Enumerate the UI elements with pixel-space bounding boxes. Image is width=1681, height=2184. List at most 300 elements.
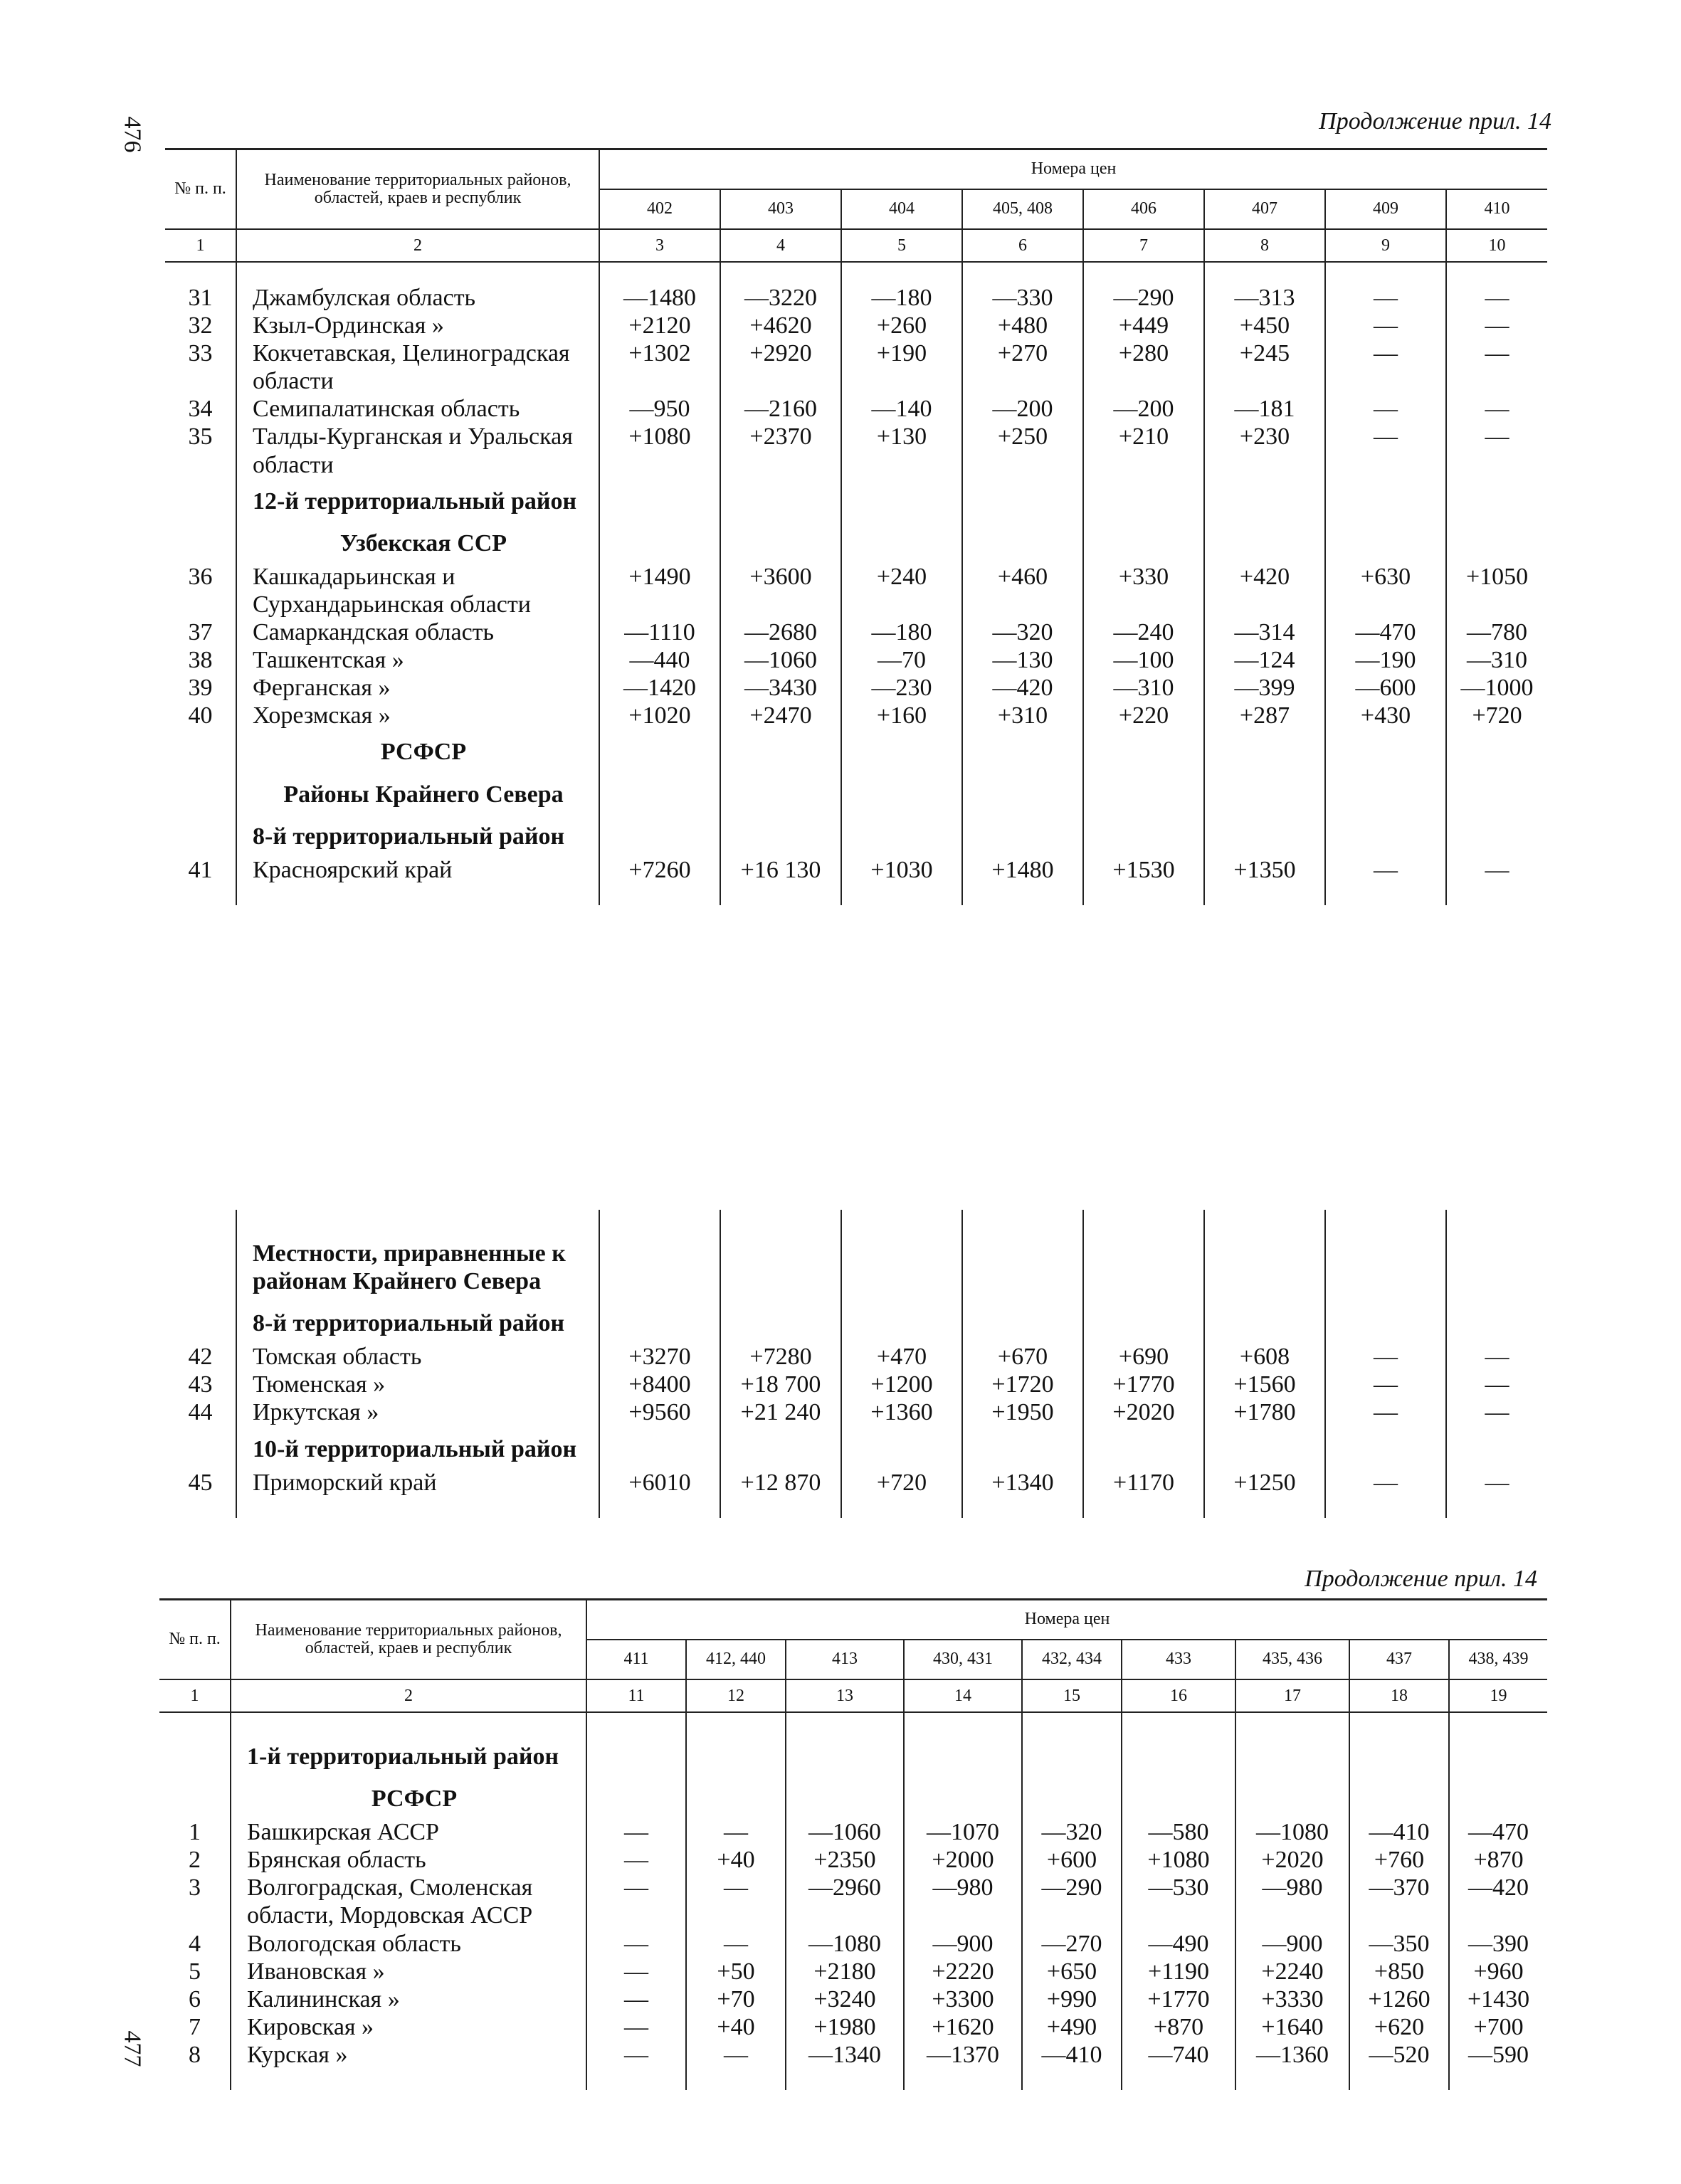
price-cell: +870 — [1122, 2013, 1235, 2041]
row-number: 32 — [188, 312, 213, 339]
price-cell: +1170 — [1083, 1469, 1204, 1497]
price-cell — [1022, 1734, 1122, 1776]
price-column-header: 402 — [599, 189, 720, 229]
price-cell: +40 — [686, 1846, 786, 1874]
price-cell: +720 — [841, 1469, 962, 1497]
price-cell — [586, 1734, 686, 1776]
column-number: 1 — [159, 1679, 231, 1712]
price-cell: — — [1325, 339, 1446, 395]
price-cell — [904, 1734, 1022, 1776]
price-cell — [962, 814, 1083, 856]
spacer-cell — [841, 1210, 962, 1231]
row-number — [165, 521, 236, 563]
spacer-cell — [1083, 1210, 1204, 1231]
price-cell: +1640 — [1235, 2013, 1349, 2041]
price-cell: +310 — [962, 702, 1083, 729]
price-cell: —2160 — [720, 395, 841, 423]
price-cell: — — [1325, 1343, 1446, 1371]
price-cell: +70 — [686, 1985, 786, 2013]
price-cell — [1446, 814, 1547, 856]
column-number: 8 — [1204, 229, 1325, 262]
price-cell — [1204, 1231, 1325, 1301]
spacer-cell — [1325, 262, 1446, 284]
table-row — [165, 423, 1547, 478]
price-cell — [686, 1734, 786, 1776]
price-cell — [841, 814, 962, 856]
section-row — [159, 1734, 1547, 1776]
table-row — [159, 1958, 1547, 1985]
spacer-cell — [236, 884, 599, 905]
price-cell: —580 — [1122, 1818, 1235, 1846]
table-row — [165, 618, 1547, 646]
price-cell: +620 — [1349, 2013, 1449, 2041]
column-number: 17 — [1235, 1679, 1349, 1712]
price-cell — [599, 1231, 720, 1301]
price-cell: +1200 — [841, 1371, 962, 1398]
price-cell: —600 — [1325, 674, 1446, 702]
price-cell — [720, 1301, 841, 1343]
price-cell — [720, 814, 841, 856]
spacer-cell — [786, 2069, 904, 2090]
price-column-header: 432, 434 — [1022, 1640, 1122, 1679]
region-name: Приморский край — [236, 1469, 599, 1497]
price-cell: — — [1446, 284, 1547, 312]
row-number: 1 — [189, 1819, 201, 1846]
spacer-cell — [962, 262, 1083, 284]
row-number: 31 — [188, 285, 213, 311]
price-cell: +670 — [962, 1343, 1083, 1371]
price-cell: +700 — [1449, 2013, 1547, 2041]
price-cell — [1083, 1301, 1204, 1343]
spacer-cell — [841, 884, 962, 905]
price-table-1-continued — [165, 1210, 1547, 1518]
price-cell — [599, 1427, 720, 1469]
name-header-2: Наименование территориальных районов, областей, краев и республик — [231, 1600, 586, 1680]
column-number: 6 — [962, 229, 1083, 262]
price-cell: —330 — [962, 284, 1083, 312]
row-number — [165, 772, 236, 814]
table-row — [159, 1846, 1547, 1874]
spacer-cell — [1083, 1497, 1204, 1518]
price-cell: —124 — [1204, 646, 1325, 674]
price-cell — [1204, 814, 1325, 856]
spacer-cell — [165, 884, 236, 905]
num-header-2: № п. п. — [169, 1630, 221, 1649]
price-cell: +50 — [686, 1958, 786, 1985]
price-cell: —200 — [1083, 395, 1204, 423]
price-cell: — — [1325, 284, 1446, 312]
table-row — [159, 1930, 1547, 1958]
continuation-top: Продолжение прил. 14 — [1319, 108, 1551, 134]
row-number: 40 — [188, 702, 213, 729]
price-cell: +240 — [841, 563, 962, 618]
price-cell: +7280 — [720, 1343, 841, 1371]
column-number: 11 — [586, 1679, 686, 1712]
price-cell: — — [586, 1846, 686, 1874]
price-cell: +2470 — [720, 702, 841, 729]
price-cell: +220 — [1083, 702, 1204, 729]
price-cell — [1122, 1734, 1235, 1776]
price-cell — [686, 1776, 786, 1818]
price-cell: —314 — [1204, 618, 1325, 646]
price-cell: — — [586, 1958, 686, 1985]
price-cell: — — [1446, 1371, 1547, 1398]
price-cell: +1780 — [1204, 1398, 1325, 1426]
price-cell: +1950 — [962, 1398, 1083, 1426]
price-cell: — — [686, 2041, 786, 2069]
price-cell: —100 — [1083, 646, 1204, 674]
price-cell — [1446, 1301, 1547, 1343]
price-cell — [786, 1776, 904, 1818]
price-cell — [1083, 1427, 1204, 1469]
spacer-cell — [165, 1497, 236, 1518]
price-cell: —420 — [1449, 1874, 1547, 1929]
price-cell: +850 — [1349, 1958, 1449, 1985]
price-cell: —313 — [1204, 284, 1325, 312]
price-cell — [841, 1231, 962, 1301]
region-name: Самаркандская область — [236, 618, 599, 646]
price-cell: —410 — [1349, 1818, 1449, 1846]
price-cell: — — [586, 1985, 686, 2013]
price-cell: +130 — [841, 423, 962, 478]
price-cell — [599, 479, 720, 521]
section-title: РСФСР — [231, 1776, 586, 1818]
price-cell: +608 — [1204, 1343, 1325, 1371]
price-cell: +1490 — [599, 563, 720, 618]
price-cell — [1122, 1776, 1235, 1818]
price-cell: +760 — [1349, 1846, 1449, 1874]
price-cell — [1204, 1301, 1325, 1343]
price-cell: +1980 — [786, 2013, 904, 2041]
price-column-header: 433 — [1122, 1640, 1235, 1679]
price-cell — [841, 1427, 962, 1469]
spacer-cell — [962, 1497, 1083, 1518]
price-cell: — — [1446, 1398, 1547, 1426]
price-cell: +12 870 — [720, 1469, 841, 1497]
price-cell — [599, 729, 720, 771]
spacer-cell — [904, 1712, 1022, 1734]
price-cell: +3270 — [599, 1343, 720, 1371]
price-cell: —290 — [1022, 1874, 1122, 1929]
row-number: 43 — [188, 1371, 213, 1398]
price-cell: +1770 — [1122, 1985, 1235, 2013]
row-number: 8 — [189, 2041, 201, 2068]
row-number — [159, 1734, 231, 1776]
section-row — [165, 521, 1547, 563]
region-name: Томская область — [236, 1343, 599, 1371]
price-cell — [720, 772, 841, 814]
price-cell — [841, 479, 962, 521]
price-table-1 — [165, 148, 1547, 905]
price-cell: +9560 — [599, 1398, 720, 1426]
spacer-cell — [841, 262, 962, 284]
price-cell: —1370 — [904, 2041, 1022, 2069]
price-cell: +3330 — [1235, 1985, 1349, 2013]
price-cell: +1480 — [962, 856, 1083, 884]
price-cell: +1020 — [599, 702, 720, 729]
region-name: Тюменская » — [236, 1371, 599, 1398]
section-title: Районы Крайнего Севера — [236, 772, 599, 814]
price-column-header: 407 — [1204, 189, 1325, 229]
price-cell: — — [1446, 1343, 1547, 1371]
row-number: 3 — [189, 1874, 201, 1901]
price-cell — [841, 1301, 962, 1343]
column-number: 2 — [236, 229, 599, 262]
spacer-cell — [1204, 884, 1325, 905]
region-name: Ферганская » — [236, 674, 599, 702]
price-cell: —3430 — [720, 674, 841, 702]
price-cell: +3240 — [786, 1985, 904, 2013]
price-cell: —140 — [841, 395, 962, 423]
row-number: 34 — [188, 396, 213, 423]
section-title: РСФСР — [236, 729, 599, 771]
price-cell: +2350 — [786, 1846, 904, 1874]
spacer-cell — [236, 1210, 599, 1231]
price-column-header: 403 — [720, 189, 841, 229]
price-cell: +480 — [962, 312, 1083, 339]
column-number: 9 — [1325, 229, 1446, 262]
price-cell: —2680 — [720, 618, 841, 646]
section-row — [165, 1301, 1547, 1343]
column-number: 10 — [1446, 229, 1547, 262]
price-column-header: 410 — [1446, 189, 1547, 229]
price-cell: — — [586, 2041, 686, 2069]
price-cell — [786, 1734, 904, 1776]
price-column-header: 412, 440 — [686, 1640, 786, 1679]
column-number: 7 — [1083, 229, 1204, 262]
price-cell: — — [1446, 1469, 1547, 1497]
region-name: Ивановская » — [231, 1958, 586, 1985]
price-cell — [841, 521, 962, 563]
section-row — [165, 479, 1547, 521]
price-cell: +600 — [1022, 1846, 1122, 1874]
price-column-header: 404 — [841, 189, 962, 229]
row-number: 44 — [188, 1399, 213, 1426]
price-column-header: 405, 408 — [962, 189, 1083, 229]
price-cell: +3600 — [720, 563, 841, 618]
price-cell: — — [1446, 856, 1547, 884]
row-number: 39 — [188, 675, 213, 702]
spacer-cell — [786, 1712, 904, 1734]
spacer-cell — [720, 884, 841, 905]
price-cell — [1204, 729, 1325, 771]
spacer-cell — [1325, 884, 1446, 905]
spacer-cell — [1446, 884, 1547, 905]
price-cell: — — [686, 1818, 786, 1846]
price-cell: —1340 — [786, 2041, 904, 2069]
price-cell: — — [1446, 395, 1547, 423]
spacer-cell — [1446, 1497, 1547, 1518]
spacer-cell — [1083, 262, 1204, 284]
column-number: 4 — [720, 229, 841, 262]
price-cell: —900 — [904, 1930, 1022, 1958]
price-cell — [720, 1427, 841, 1469]
price-cell: +1620 — [904, 2013, 1022, 2041]
price-cell: +1050 — [1446, 563, 1547, 618]
price-cell — [1449, 1776, 1547, 1818]
region-name: Иркутская » — [236, 1398, 599, 1426]
row-number: 2 — [189, 1847, 201, 1874]
price-cell: +720 — [1446, 702, 1547, 729]
price-cell — [841, 729, 962, 771]
spacer-cell — [586, 2069, 686, 2090]
price-cell: +6010 — [599, 1469, 720, 1497]
price-cell: —1080 — [786, 1930, 904, 1958]
column-number: 14 — [904, 1679, 1022, 1712]
price-cell: — — [1325, 1469, 1446, 1497]
price-cell: —590 — [1449, 2041, 1547, 2069]
price-cell: +1260 — [1349, 1985, 1449, 2013]
section-row — [165, 1231, 1547, 1301]
row-number: 33 — [188, 340, 213, 367]
price-cell: +430 — [1325, 702, 1446, 729]
price-cell: —2960 — [786, 1874, 904, 1929]
price-cell: +280 — [1083, 339, 1204, 395]
spacer-cell — [586, 1712, 686, 1734]
section-title: 10-й территориальный район — [236, 1427, 599, 1469]
price-cell: +1030 — [841, 856, 962, 884]
price-cell — [1446, 729, 1547, 771]
price-cell — [1235, 1734, 1349, 1776]
price-cell — [1083, 729, 1204, 771]
row-number — [159, 1776, 231, 1818]
price-cell: — — [1446, 312, 1547, 339]
price-cell: +1530 — [1083, 856, 1204, 884]
price-cell — [1446, 1231, 1547, 1301]
price-cell: +420 — [1204, 563, 1325, 618]
price-cell: +8400 — [599, 1371, 720, 1398]
price-cell — [1083, 814, 1204, 856]
continuation-bottom: Продолжение прил. 14 — [1305, 1566, 1537, 1592]
page-number-top: 476 — [119, 116, 146, 153]
section-title: Местности, приравненные к районам Крайнего Севера — [236, 1231, 599, 1301]
price-cell: —1060 — [786, 1818, 904, 1846]
price-cell: — — [1325, 856, 1446, 884]
price-column-header: 430, 431 — [904, 1640, 1022, 1679]
table-row — [159, 1818, 1547, 1846]
table-row — [165, 284, 1547, 312]
spacer-cell — [1083, 884, 1204, 905]
price-cell — [720, 479, 841, 521]
table-row — [165, 1371, 1547, 1398]
price-cell — [1022, 1776, 1122, 1818]
price-cell: —1000 — [1446, 674, 1547, 702]
spacer-cell — [1204, 1497, 1325, 1518]
spacer-cell — [599, 884, 720, 905]
spacer-cell — [1204, 262, 1325, 284]
price-cell: +1360 — [841, 1398, 962, 1426]
price-cell: +630 — [1325, 563, 1446, 618]
price-cell — [720, 729, 841, 771]
price-cell — [1446, 521, 1547, 563]
price-cell: —310 — [1083, 674, 1204, 702]
price-cell: — — [586, 2013, 686, 2041]
spacer-cell — [720, 1497, 841, 1518]
price-cell: —320 — [962, 618, 1083, 646]
price-cell: +2020 — [1083, 1398, 1204, 1426]
price-cell: +190 — [841, 339, 962, 395]
row-number — [165, 1301, 236, 1343]
price-cell: —490 — [1122, 1930, 1235, 1958]
price-cell: +1560 — [1204, 1371, 1325, 1398]
price-cell: +1350 — [1204, 856, 1325, 884]
price-cell — [720, 521, 841, 563]
region-name: Вологодская область — [231, 1930, 586, 1958]
price-cell — [1325, 772, 1446, 814]
price-cell: —200 — [962, 395, 1083, 423]
price-cell: —270 — [1022, 1930, 1122, 1958]
price-cell — [841, 772, 962, 814]
price-cell — [1235, 1776, 1349, 1818]
price-cell: — — [1325, 423, 1446, 478]
price-cell: —320 — [1022, 1818, 1122, 1846]
row-number: 35 — [188, 423, 213, 450]
section-row — [165, 1427, 1547, 1469]
price-cell: +245 — [1204, 339, 1325, 395]
spacer-cell — [236, 1497, 599, 1518]
price-cell: — — [686, 1874, 786, 1929]
spacer-cell — [962, 1210, 1083, 1231]
price-column-header: 406 — [1083, 189, 1204, 229]
price-cell: +160 — [841, 702, 962, 729]
row-number: 5 — [189, 1958, 201, 1985]
spacer-cell — [686, 2069, 786, 2090]
row-number: 4 — [189, 1930, 201, 1957]
region-name: Хорезмская » — [236, 702, 599, 729]
price-cell — [1325, 479, 1446, 521]
spacer-cell — [720, 262, 841, 284]
price-cell: +3300 — [904, 1985, 1022, 2013]
price-cell: +250 — [962, 423, 1083, 478]
row-number: 38 — [188, 647, 213, 674]
price-cell: —310 — [1446, 646, 1547, 674]
row-number: 7 — [189, 2013, 201, 2040]
price-group-header: Номера цен — [599, 149, 1547, 190]
region-name: Брянская область — [231, 1846, 586, 1874]
spacer-cell — [686, 1712, 786, 1734]
price-column-header: 435, 436 — [1235, 1640, 1349, 1679]
price-cell: — — [1446, 339, 1547, 395]
price-cell — [599, 772, 720, 814]
price-cell: +16 130 — [720, 856, 841, 884]
column-number: 13 — [786, 1679, 904, 1712]
price-cell: +870 — [1449, 1846, 1547, 1874]
table-row — [165, 646, 1547, 674]
section-title: Узбекская ССР — [236, 521, 599, 563]
price-cell: —440 — [599, 646, 720, 674]
price-cell: — — [686, 1930, 786, 1958]
region-name: Кокчетавская, Целиноградская области — [236, 339, 599, 395]
column-number: 19 — [1449, 1679, 1547, 1712]
price-cell: +650 — [1022, 1958, 1122, 1985]
table-row — [165, 1343, 1547, 1371]
section-row — [165, 772, 1547, 814]
price-cell: —1080 — [1235, 1818, 1349, 1846]
price-cell: —190 — [1325, 646, 1446, 674]
price-cell — [962, 521, 1083, 563]
region-name: Семипалатинская область — [236, 395, 599, 423]
price-cell — [1446, 479, 1547, 521]
price-cell — [1083, 1231, 1204, 1301]
spacer-cell — [720, 1210, 841, 1231]
price-cell: +2120 — [599, 312, 720, 339]
price-cell: —290 — [1083, 284, 1204, 312]
price-cell: +449 — [1083, 312, 1204, 339]
price-cell: +450 — [1204, 312, 1325, 339]
name-header: Наименование территориальных районов, областей, краев и республик — [236, 149, 599, 230]
table-row — [165, 339, 1547, 395]
spacer-cell — [1449, 1712, 1547, 1734]
